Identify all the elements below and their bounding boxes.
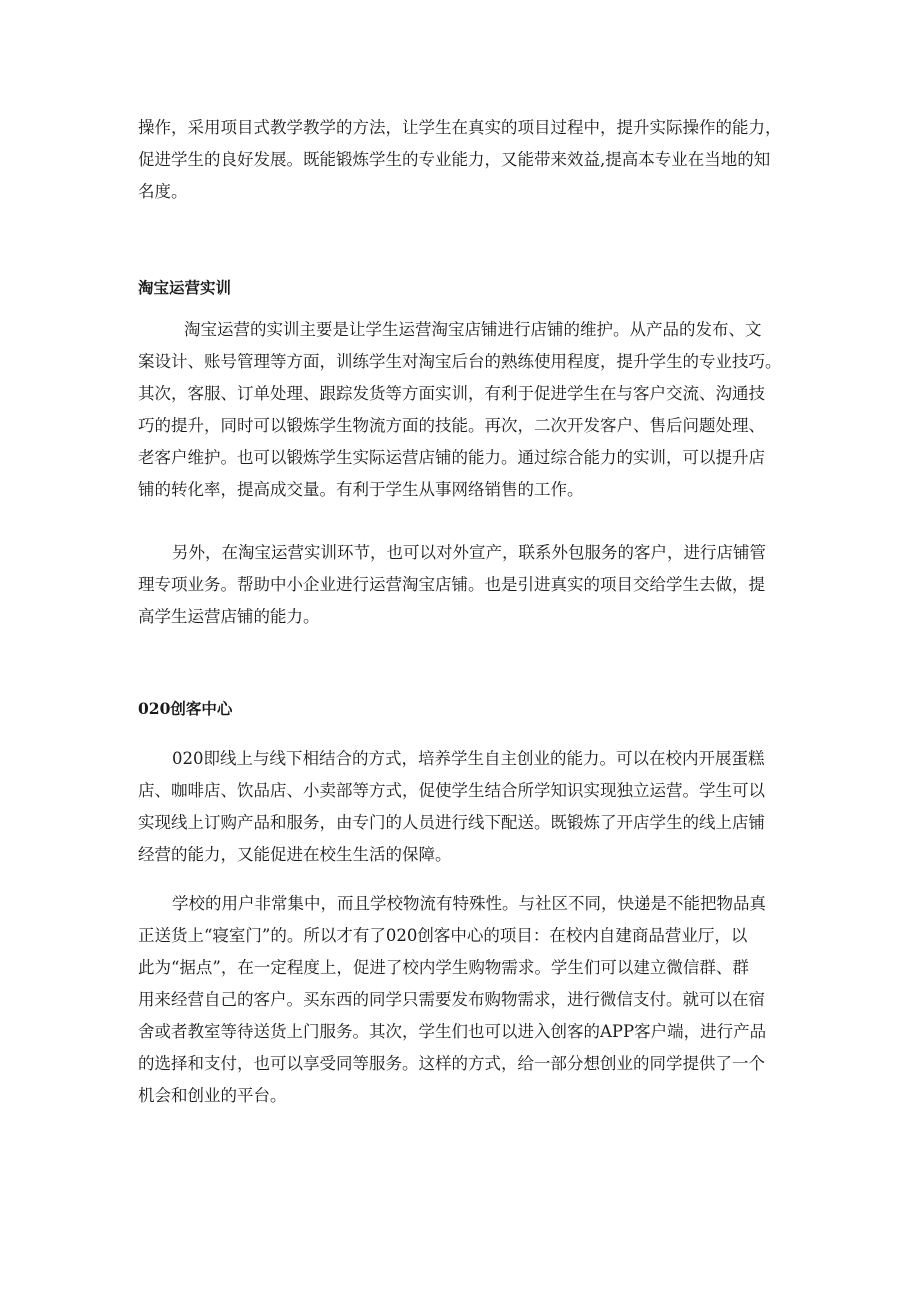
o2o-p2-line: 的选择和支付，也可以享受同等服务。这样的方式，给一部分想创业的同学提供了一个 <box>138 1054 765 1073</box>
section-heading-o2o: 020创客中心 <box>138 699 233 718</box>
taobao-paragraph-1 <box>138 314 786 506</box>
taobao-paragraph-2 <box>138 537 786 633</box>
intro-line: 操作，采用项目式教学教学的方法，让学生在真实的项目过程中，提升实际操作的能力， <box>138 118 782 137</box>
o2o-p2-line: 用来经营自己的客户。买东西的同学只需要发布购物需求，进行微信支付。就可以在宿 <box>138 990 765 1009</box>
intro-line: 促进学生的良好发展。既能锻炼学生的专业能力，又能带来效益,提高本专业在当地的知 <box>138 150 771 169</box>
intro-line: 名度。 <box>138 182 188 201</box>
o2o-p2-line: 学校的用户非常集中，而且学校物流有特殊性。与社区不同，快递是不能把物品真 <box>172 894 766 913</box>
taobao-p2-line: 理专项业务。帮助中小企业进行运营淘宝店铺。也是引进真实的项目交给学生去做，提 <box>138 575 765 594</box>
taobao-p2-line: 高学生运营店铺的能力。 <box>138 607 320 626</box>
o2o-p2-line: 机会和创业的平台。 <box>138 1086 287 1105</box>
o2o-p1-line: 经营的能力，又能促进在校生生活的保障。 <box>138 845 452 864</box>
taobao-p1-line: 案设计、账号管理等方面，训练学生对淘宝后台的熟练使用程度，提升学生的专业技巧。 <box>138 352 782 371</box>
taobao-p1-line: 淘宝运营的实训主要是让学生运营淘宝店铺进行店铺的维护。从产品的发布、文 <box>184 320 762 339</box>
taobao-p2-line: 另外，在淘宝运营实训环节，也可以对外宣产，联系外包服务的客户，进行店铺管 <box>172 543 766 562</box>
o2o-p2-line: 正送货上“寝室门”的。所以才有了020创客中心的项目：在校内自建商品营业厅，以 <box>138 926 748 945</box>
intro-paragraph <box>138 112 786 208</box>
o2o-p1-line: 店、咖啡店、饮品店、小卖部等方式，促使学生结合所学知识实现独立运营。学生可以 <box>138 781 765 800</box>
taobao-p1-line: 老客户维护。也可以锻炼学生实际运营店铺的能力。通过综合能力的实训，可以提升店 <box>138 448 765 467</box>
taobao-p1-line: 铺的转化率，提高成交量。有利于学生从事网络销售的工作。 <box>138 480 584 499</box>
taobao-p1-line: 巧的提升，同时可以锻炼学生物流方面的技能。再次，二次开发客户、售后问题处理、 <box>138 416 765 435</box>
o2o-p1-line: 020即线上与线下相结合的方式，培养学生自主创业的能力。可以在校内开展蛋糕 <box>172 749 765 768</box>
o2o-paragraph-1 <box>138 743 786 871</box>
o2o-p2-line: 此为“据点”，在一定程度上，促进了校内学生购物需求。学生们可以建立微信群、群 <box>138 958 749 977</box>
o2o-p2-line: 舍或者教室等待送货上门服务。其次，学生们也可以进入创客的APP客户端，进行产品 <box>138 1022 767 1041</box>
o2o-paragraph-2 <box>138 888 786 1112</box>
section-heading-taobao: 淘宝运营实训 <box>138 278 232 297</box>
taobao-p1-line: 其次，客服、订单处理、跟踪发货等方面实训，有利于促进学生在与客户交流、沟通技 <box>138 384 765 403</box>
o2o-p1-line: 实现线上订购产品和服务，由专门的人员进行线下配送。既锻炼了开店学生的线上店铺 <box>138 813 765 832</box>
